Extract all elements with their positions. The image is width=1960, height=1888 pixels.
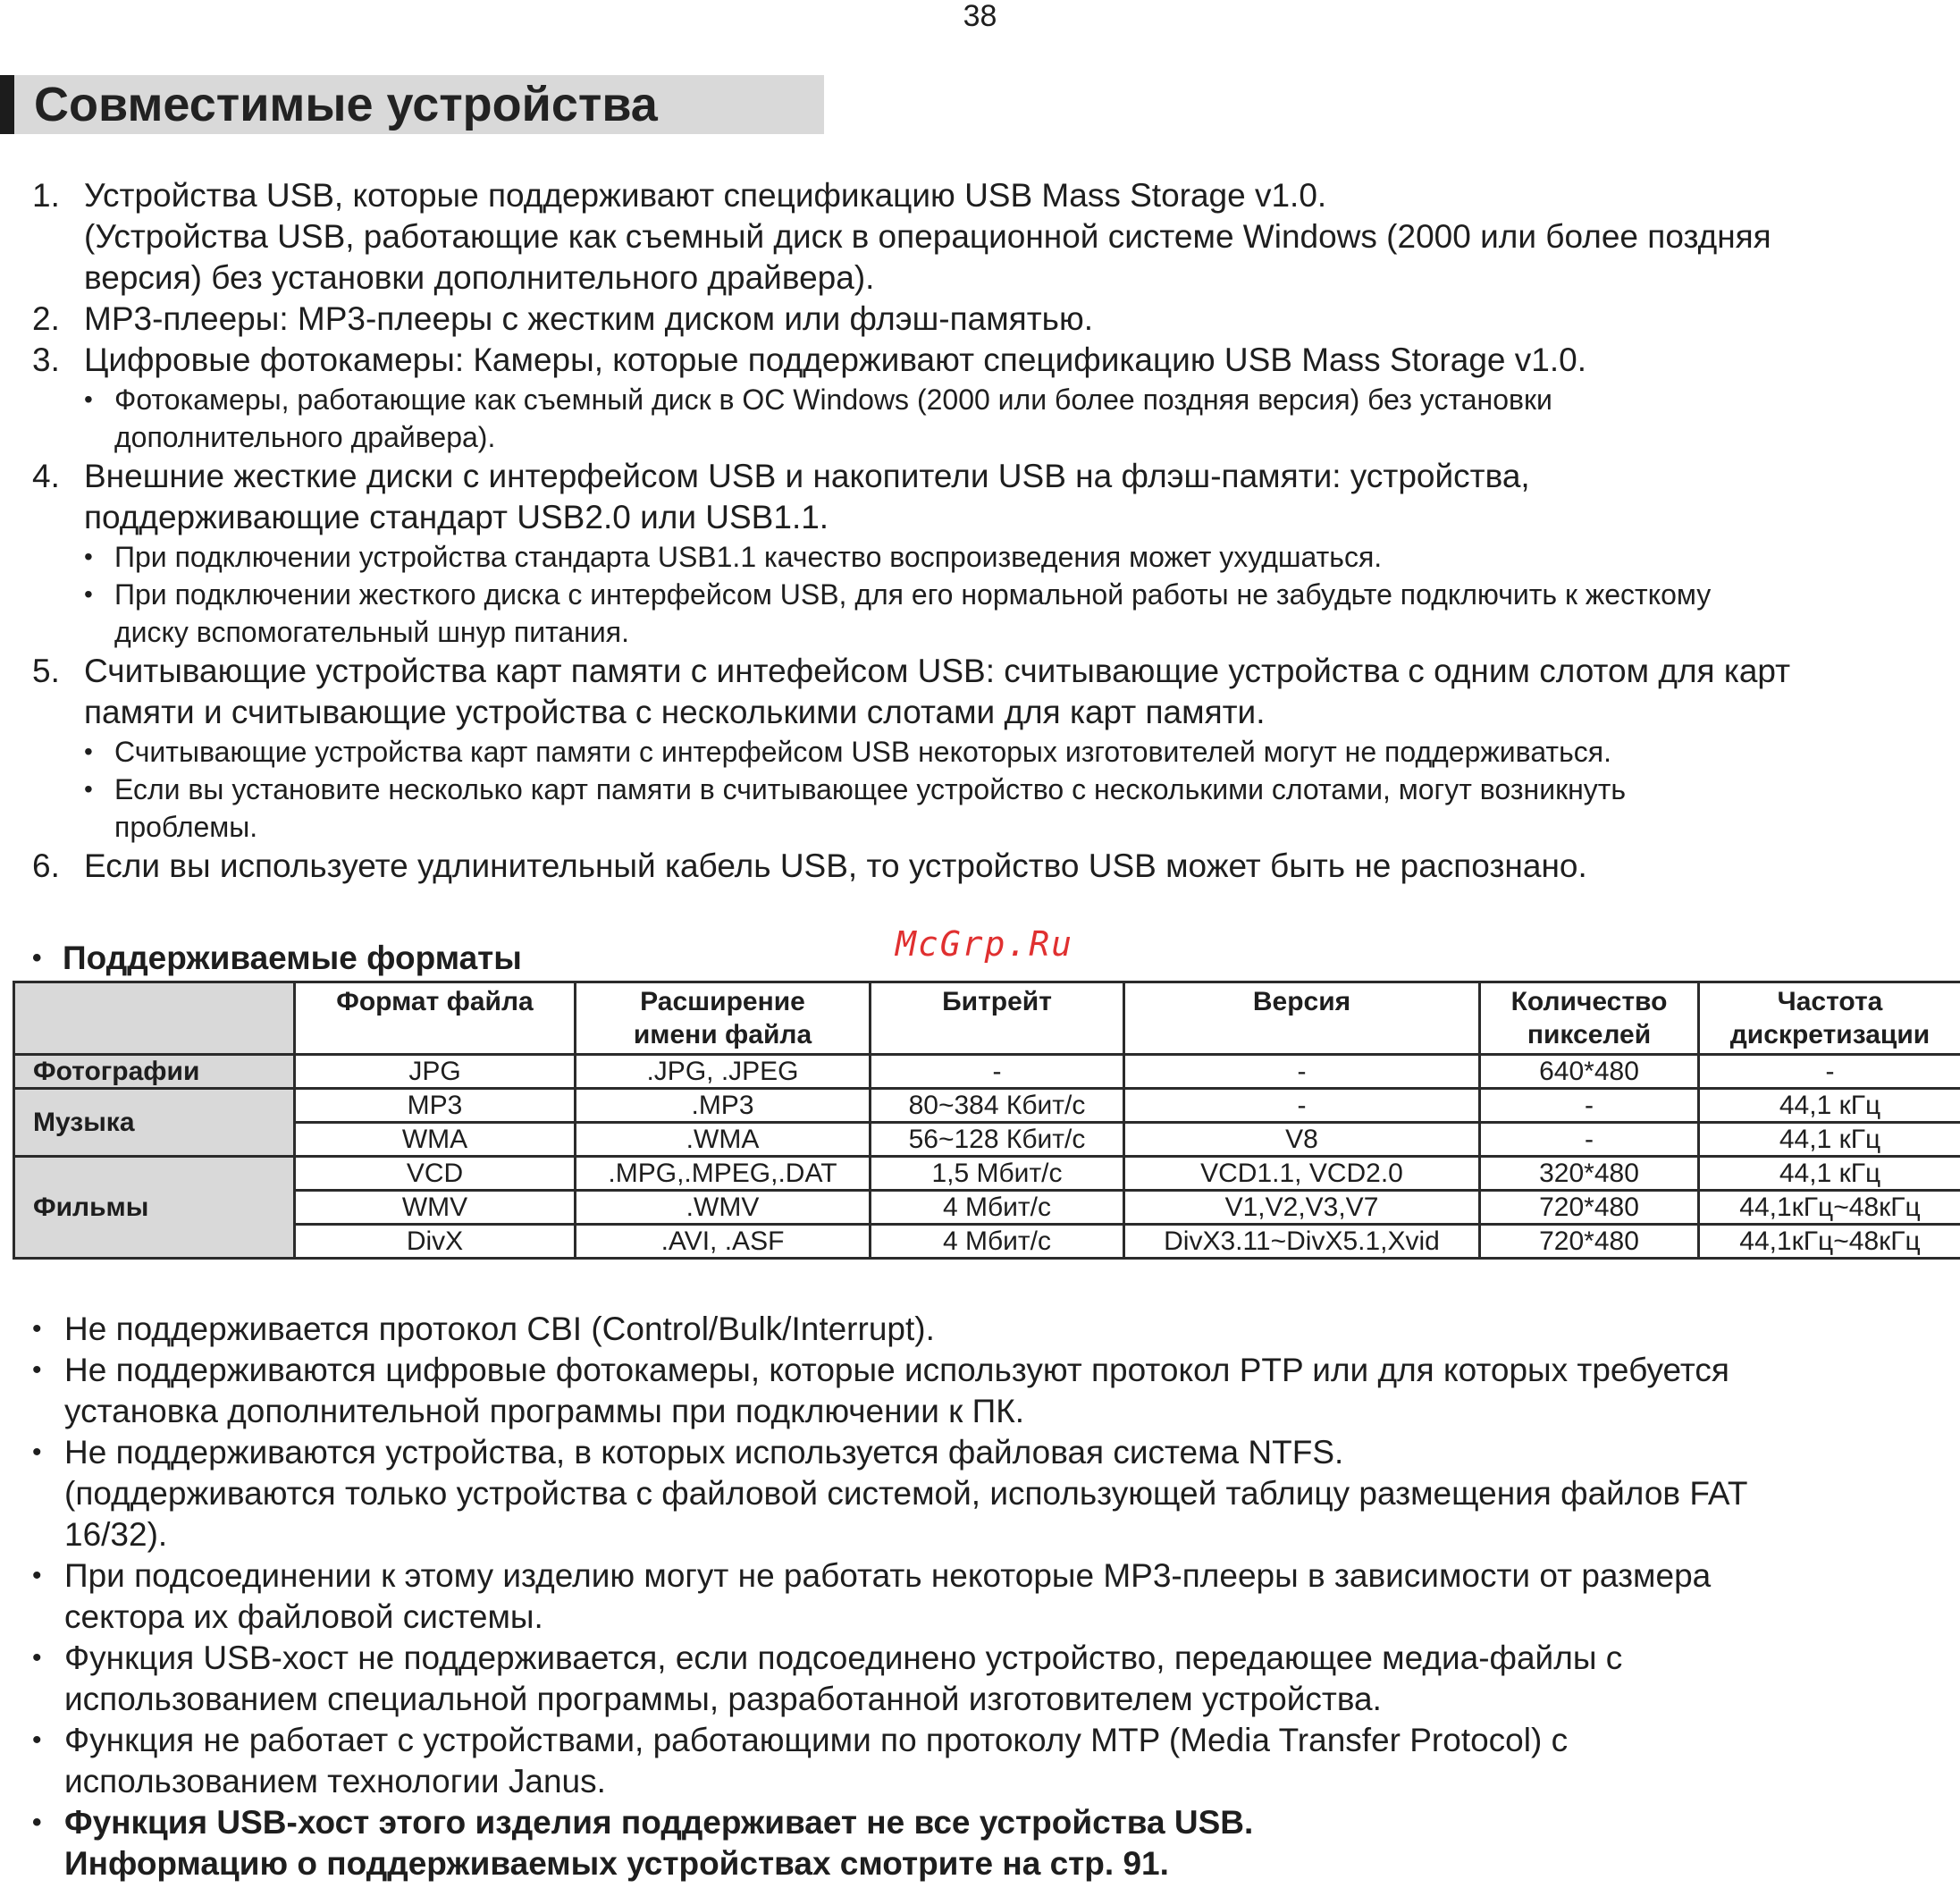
- item-text: [84, 299, 1945, 340]
- table-cell: V8: [1124, 1123, 1480, 1157]
- table-row: [14, 1089, 1960, 1123]
- column-header: Битрейт: [871, 982, 1124, 1055]
- note-line: Не поддерживаются цифровые фотокамеры, которые используют протокол PTP или для которых требуется: [64, 1352, 1729, 1388]
- table-cell: 44,1 кГц: [1699, 1089, 1960, 1123]
- note-text: [64, 1802, 1945, 1884]
- table-cell: 1,5 Мбит/с: [871, 1157, 1124, 1191]
- bullet-icon: •: [32, 943, 42, 973]
- table-cell: 640*480: [1480, 1055, 1699, 1089]
- note-line: Функция USB-хост не поддерживается, если подсоединено устройство, передающее медиа-файлы с: [64, 1639, 1623, 1676]
- table-cell: WMV: [295, 1191, 576, 1225]
- item-number: 3.: [32, 341, 60, 378]
- table-row: [14, 1225, 1960, 1259]
- note-line: установка дополнительной программы при подключении к ПК.: [64, 1393, 1025, 1429]
- bullet-icon: •: [32, 1314, 42, 1344]
- item-text: [84, 651, 1945, 733]
- item-text: [84, 340, 1945, 381]
- note-line: (поддерживаются только устройства с файловой системой, использующей таблицу размещения файлов FAT: [64, 1475, 1748, 1512]
- item-text-line: (Устройства USB, работающие как съемный диск в операционной системе Windows (2000 или более поздняя: [84, 218, 1771, 255]
- page-number: 38: [963, 0, 997, 33]
- note-line: 16/32).: [64, 1516, 168, 1553]
- numbered-item: [32, 299, 1945, 340]
- formats-table: [13, 981, 1960, 1260]
- bullet-icon: •: [84, 738, 93, 765]
- sub-bullet-line: Считывающие устройства карт памяти с интерфейсом USB некоторых изготовителей могут не поддерживаться.: [114, 736, 1611, 768]
- table-cell: -: [871, 1055, 1124, 1089]
- table-cell: 44,1 кГц: [1699, 1157, 1960, 1191]
- table-cell: 56~128 Кбит/с: [871, 1123, 1124, 1157]
- table-cell: 80~384 Кбит/с: [871, 1089, 1124, 1123]
- formats-heading: [32, 937, 522, 980]
- table-cell: 44,1кГц~48кГц: [1699, 1225, 1960, 1259]
- table-cell: 44,1кГц~48кГц: [1699, 1191, 1960, 1225]
- note-line: Функция USB-хост этого изделия поддерживает не все устройства USB.: [64, 1804, 1254, 1841]
- bullet-icon: •: [32, 1643, 42, 1673]
- table-cell: -: [1480, 1123, 1699, 1157]
- section-title-bar: [0, 75, 824, 134]
- table-cell: 320*480: [1480, 1157, 1699, 1191]
- numbered-item: [32, 456, 1945, 538]
- numbered-item: [32, 651, 1945, 733]
- table-row: [14, 1055, 1960, 1089]
- table-cell: .WMA: [576, 1123, 871, 1157]
- table-cell: JPG: [295, 1055, 576, 1089]
- item-text-line: Внешние жесткие диски с интерфейсом USB и накопители USB на флэш-памяти: устройства,: [84, 458, 1530, 494]
- note-item: [32, 1432, 1945, 1555]
- table-cell: .WMV: [576, 1191, 871, 1225]
- table-cell: DivX: [295, 1225, 576, 1259]
- numbered-item: [32, 340, 1945, 381]
- table-cell: 4 Мбит/с: [871, 1225, 1124, 1259]
- column-header: Расширение имени файла: [576, 982, 871, 1055]
- note-line: Не поддерживаются устройства, в которых используется файловая система NTFS.: [64, 1434, 1344, 1471]
- bullet-icon: •: [84, 543, 93, 570]
- item-text-line: версия) без установки дополнительного драйвера).: [84, 259, 875, 296]
- bullet-icon: •: [84, 775, 93, 803]
- sub-bullet-line: Фотокамеры, работающие как съемный диск в ОС Windows (2000 или более поздняя версия) без установки: [114, 384, 1552, 416]
- sub-bullet-text: [114, 576, 1945, 651]
- item-number: 5.: [32, 653, 60, 689]
- sub-bullet-text: [114, 538, 1945, 576]
- table-row: [14, 1157, 1960, 1191]
- sub-bullet-line: При подключении устройства стандарта USB1.1 качество воспроизведения может ухудшаться.: [114, 541, 1383, 573]
- sub-bullet: [84, 771, 1945, 846]
- item-number: 6.: [32, 847, 60, 884]
- note-item: [32, 1638, 1945, 1720]
- item-text-line: поддерживающие стандарт USB2.0 или USB1.1.: [84, 499, 829, 535]
- sub-bullet-line: проблемы.: [114, 811, 258, 843]
- table-cell: VCD1.1, VCD2.0: [1124, 1157, 1480, 1191]
- formats-heading-text: Поддерживаемые форматы: [63, 940, 522, 976]
- note-text: [64, 1432, 1945, 1555]
- note-text: [64, 1350, 1945, 1432]
- table-cell: 44,1 кГц: [1699, 1123, 1960, 1157]
- note-line: использованием технологии Janus.: [64, 1763, 606, 1800]
- table-cell: -: [1699, 1055, 1960, 1089]
- sub-bullet: [84, 381, 1945, 456]
- note-item: [32, 1350, 1945, 1432]
- column-header: Количество пикселей: [1480, 982, 1699, 1055]
- table-cell: .AVI, .ASF: [576, 1225, 871, 1259]
- item-text-line: Считывающие устройства карт памяти с интефейсом USB: считывающие устройства с одним слотом для карт: [84, 653, 1791, 689]
- table-row: [14, 1191, 1960, 1225]
- sub-bullet: [84, 538, 1945, 576]
- item-text-line: MP3-плееры: MP3-плееры с жестким диском или флэш-памятью.: [84, 300, 1093, 337]
- column-header: Формат файла: [295, 982, 576, 1055]
- watermark: McGrp.Ru: [896, 924, 1074, 964]
- item-number: 2.: [32, 300, 60, 337]
- sub-bullet-text: [114, 771, 1945, 846]
- sub-bullet-line: При подключении жесткого диска с интерфейсом USB, для его нормальной работы не забудьте подключить к жесткому: [114, 578, 1712, 611]
- note-item: [32, 1309, 1945, 1350]
- sub-bullet-line: дополнительного драйвера).: [114, 421, 496, 453]
- table-cell: .JPG, .JPEG: [576, 1055, 871, 1089]
- item-text: [84, 175, 1945, 299]
- table-cell: -: [1124, 1055, 1480, 1089]
- item-text-line: памяти и считывающие устройства с несколькими слотами для карт памяти.: [84, 694, 1266, 730]
- column-header: Частота дискретизации: [1699, 982, 1960, 1055]
- note-line: Информацию о поддерживаемых устройствах смотрите на стр. 91.: [64, 1845, 1169, 1882]
- sub-bullet-text: [114, 381, 1945, 456]
- table-cell: 4 Мбит/с: [871, 1191, 1124, 1225]
- note-item: [32, 1720, 1945, 1802]
- note-item: [32, 1802, 1945, 1884]
- sub-bullet: [84, 733, 1945, 771]
- row-group-label: Музыка: [14, 1089, 295, 1157]
- note-line: Не поддерживается протокол CBI (Control/Bulk/Interrupt).: [64, 1311, 935, 1347]
- bullet-icon: •: [84, 580, 93, 608]
- item-text: [84, 456, 1945, 538]
- table-cell: DivX3.11~DivX5.1,Xvid: [1124, 1225, 1480, 1259]
- notes-list: [32, 1309, 1945, 1884]
- table-cell: 720*480: [1480, 1225, 1699, 1259]
- table-cell: .MP3: [576, 1089, 871, 1123]
- compatible-devices-list: [32, 175, 1945, 887]
- bullet-icon: •: [32, 1561, 42, 1590]
- note-line: использованием специальной программы, разработанной изготовителем устройства.: [64, 1681, 1382, 1717]
- bullet-icon: •: [32, 1808, 42, 1837]
- table-cell: -: [1480, 1089, 1699, 1123]
- table-cell: MP3: [295, 1089, 576, 1123]
- item-text-line: Цифровые фотокамеры: Камеры, которые поддерживают спецификацию USB Mass Storage v1.0.: [84, 341, 1586, 378]
- table-corner-cell: [14, 982, 295, 1055]
- row-group-label: Фотографии: [14, 1055, 295, 1089]
- note-line: сектора их файловой системы.: [64, 1598, 543, 1635]
- bullet-icon: •: [32, 1437, 42, 1467]
- note-item: [32, 1555, 1945, 1638]
- sub-bullet: [84, 576, 1945, 651]
- numbered-item: [32, 175, 1945, 299]
- item-number: 4.: [32, 458, 60, 494]
- note-text: [64, 1720, 1945, 1802]
- note-text: [64, 1309, 1945, 1350]
- table-cell: VCD: [295, 1157, 576, 1191]
- note-line: Функция не работает с устройствами, работающими по протоколу MTP (Media Transfer Protocol) с: [64, 1722, 1569, 1758]
- table-cell: .MPG,.MPEG,.DAT: [576, 1157, 871, 1191]
- bullet-icon: •: [84, 385, 93, 413]
- sub-bullet-line: Если вы установите несколько карт памяти в считывающее устройство с несколькими слотами, могут возникнуть: [114, 773, 1627, 805]
- note-text: [64, 1555, 1945, 1638]
- row-group-label: Фильмы: [14, 1157, 295, 1259]
- column-header: Версия: [1124, 982, 1480, 1055]
- note-line: При подсоединении к этому изделию могут не работать некоторые MP3-плееры в зависимости от размера: [64, 1557, 1712, 1594]
- table-cell: 720*480: [1480, 1191, 1699, 1225]
- page-title: Совместимые устройства: [34, 78, 658, 131]
- sub-bullet-text: [114, 733, 1945, 771]
- table-cell: V1,V2,V3,V7: [1124, 1191, 1480, 1225]
- table-cell: -: [1124, 1089, 1480, 1123]
- item-text: [84, 846, 1945, 887]
- item-number: 1.: [32, 177, 60, 214]
- note-text: [64, 1638, 1945, 1720]
- table-row: [14, 1123, 1960, 1157]
- table-cell: WMA: [295, 1123, 576, 1157]
- bullet-icon: •: [32, 1355, 42, 1385]
- bullet-icon: •: [32, 1725, 42, 1755]
- item-text-line: Если вы используете удлинительный кабель USB, то устройство USB может быть не распознано.: [84, 847, 1587, 884]
- item-text-line: Устройства USB, которые поддерживают спецификацию USB Mass Storage v1.0.: [84, 177, 1327, 214]
- sub-bullet-line: диску вспомогательный шнур питания.: [114, 616, 629, 648]
- numbered-item: [32, 846, 1945, 887]
